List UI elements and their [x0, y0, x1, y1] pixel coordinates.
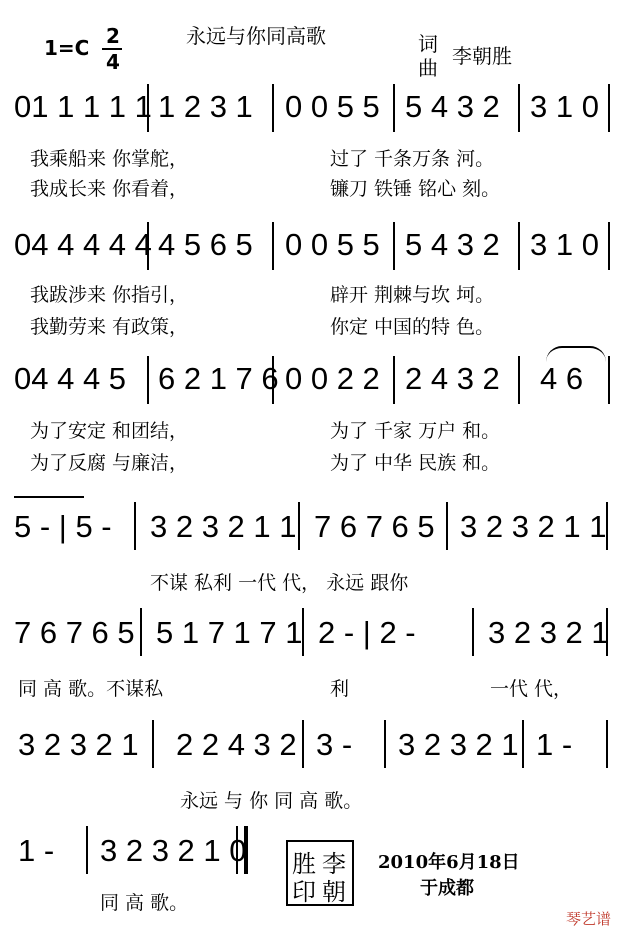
lyric-line: 辟开 荆棘与坎 坷。 — [330, 284, 495, 306]
measure: 3 2 3 2 1 1 — [460, 509, 607, 544]
composition-place: 于成都 — [420, 878, 474, 899]
measure: 5 4 3 2 — [405, 89, 500, 124]
lyric-line: 利 — [330, 678, 350, 700]
seal-char: 胜 — [292, 850, 316, 878]
measure: 7 6 7 6 5 — [314, 509, 435, 544]
measure: 0 0 5 5 — [285, 227, 380, 262]
lyric-line: 同 高 歌。不谋私 — [18, 678, 164, 700]
time-signature-numerator: 2 — [106, 24, 120, 48]
lyric-line: 为了反腐 与廉洁， — [30, 452, 189, 474]
lyric-line: 我乘船来 你掌舵， — [30, 148, 189, 170]
measure: 3 2 3 2 1 1 — [150, 509, 297, 544]
measure: 6 2 1 7 6 — [158, 361, 279, 396]
measure: 3 2 3 2 1 0 — [100, 833, 247, 868]
song-title: 永远与你同高歌 — [186, 24, 326, 48]
seal-char: 朝 — [322, 878, 346, 906]
composition-date: 2010年6月18日 — [378, 852, 520, 873]
measure: 3 2 3 2 1 — [488, 615, 609, 650]
measure: 1 - — [18, 833, 55, 868]
seal-char: 印 — [292, 878, 316, 906]
measure: 5 - | 5 - — [14, 509, 112, 544]
measure: 0 0 5 5 — [285, 89, 380, 124]
measure: 3 - — [316, 727, 353, 762]
measure: 2 - | 2 - — [318, 615, 416, 650]
measure: 0 0 2 2 — [285, 361, 380, 396]
lyric-line: 你定 中国的特 色。 — [330, 316, 495, 338]
measure: 2 4 3 2 — [405, 361, 500, 396]
lyric-line: 一代 代， — [490, 678, 573, 700]
lyric-line: 我勤劳来 有政策， — [30, 316, 189, 338]
lyricist-label: 词 — [418, 32, 438, 56]
measure: 3 1 0 — [530, 89, 599, 124]
measure: 4 5 6 5 — [158, 227, 253, 262]
lyric-line: 不谋 私利 一代 代， 永远 跟你 — [150, 572, 409, 594]
measure: 3 1 0 — [530, 227, 599, 262]
measure: 04 4 4 5 — [14, 361, 127, 396]
lyric-line: 为了 中华 民族 和。 — [330, 452, 501, 474]
tie-arc — [546, 346, 606, 362]
measure: 3 2 3 2 1 — [18, 727, 139, 762]
measure: 3 2 3 2 1 — [398, 727, 519, 762]
measure: 04 4 4 4 4 — [14, 227, 152, 262]
measure: 4 6 — [540, 361, 584, 396]
measure: 1 - — [536, 727, 573, 762]
lyric-line: 为了安定 和团结， — [30, 420, 189, 442]
measure: 5 1 7 1 7 1 — [156, 615, 303, 650]
measure: 01 1 1 1 1 — [14, 89, 152, 124]
tie-arc — [14, 496, 84, 508]
lyric-line: 我跋涉来 你指引， — [30, 284, 189, 306]
measure: 7 6 7 6 5 — [14, 615, 135, 650]
time-signature-denominator: 4 — [106, 50, 120, 74]
lyric-line: 镰刀 铁锤 铭心 刻。 — [330, 178, 501, 200]
lyric-line: 为了 千家 万户 和。 — [330, 420, 501, 442]
measure: 5 4 3 2 — [405, 227, 500, 262]
measure: 2 2 4 3 2 — [176, 727, 297, 762]
measure: 1 2 3 1 — [158, 89, 253, 124]
name-seal — [286, 840, 354, 906]
lyric-line: 过了 千条万条 河。 — [330, 148, 495, 170]
watermark-logo: 琴艺谱 — [566, 910, 612, 928]
composer-label: 曲 — [418, 56, 438, 80]
key-signature: 1=C — [44, 36, 90, 60]
lyric-line: 我成长来 你看着， — [30, 178, 189, 200]
author-name: 李朝胜 — [452, 44, 512, 68]
lyric-line: 同 高 歌。 — [100, 892, 189, 914]
seal-char: 李 — [322, 850, 346, 878]
lyric-line: 永远 与 你 同 高 歌。 — [180, 790, 363, 812]
